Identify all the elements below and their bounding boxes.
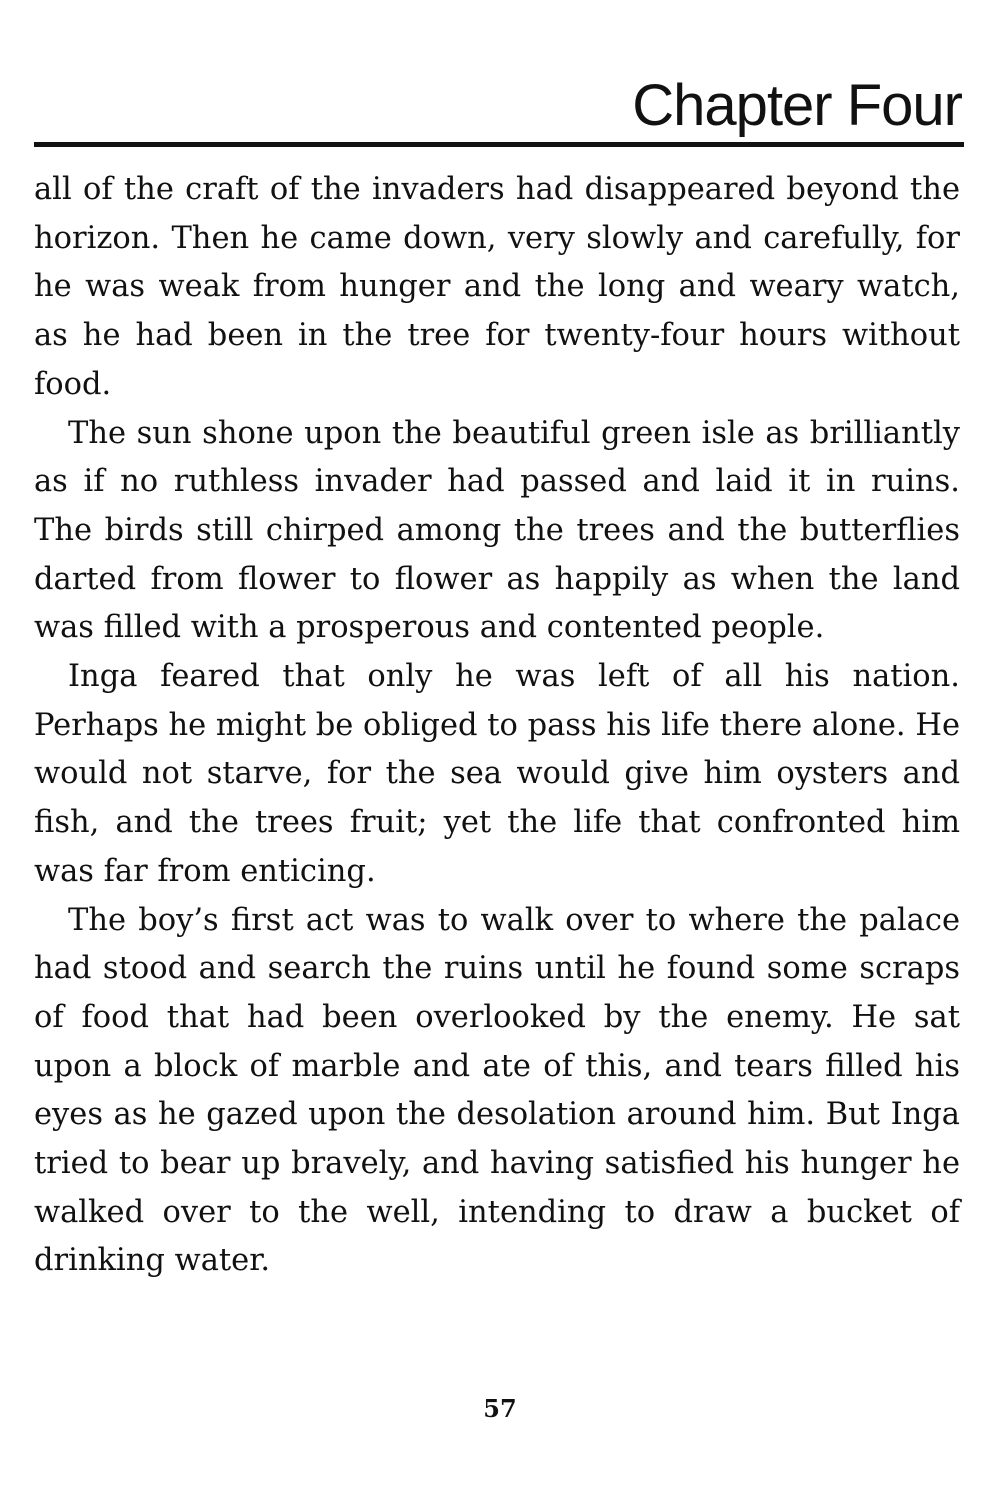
paragraph: all of the craft of the invaders had disappeared beyond the horizon. Then he came down, very slowly and carefully, for he was weak from hunger and the long and weary watch, as he had been in the tree for twenty-four hours without food. xyxy=(34,172,960,402)
page-number: 57 xyxy=(483,1394,517,1423)
body-text xyxy=(34,166,960,1286)
paragraph: Inga feared that only he was left of all his nation. Perhaps he might be obliged to pass his life there alone. He would not starve, for the sea would give him oysters and fish, and the trees fruit; yet the life that confronted him was far from enticing. xyxy=(34,659,960,889)
chapter-title: Chapter Four xyxy=(632,73,962,138)
header-rule xyxy=(34,142,964,147)
paragraph: The boy’s first act was to walk over to where the palace had stood and search the ruins until he found some scraps of food that had been overlooked by the enemy. He sat upon a block of marble and ate of this, and tears filled his eyes as he gazed upon the desolation around him. But Inga tried to bear up bravely, and having satisfied his hunger he walked over to the well, intending to draw a bucket of drinking water. xyxy=(34,902,960,1279)
paragraph: The sun shone upon the beautiful green isle as brilliantly as if no ruthless invader had passed and laid it in ruins. The birds still chirped among the trees and the butterflies darted from flower to flower as happily as when the land was filled with a prosperous and contented people. xyxy=(34,415,960,646)
